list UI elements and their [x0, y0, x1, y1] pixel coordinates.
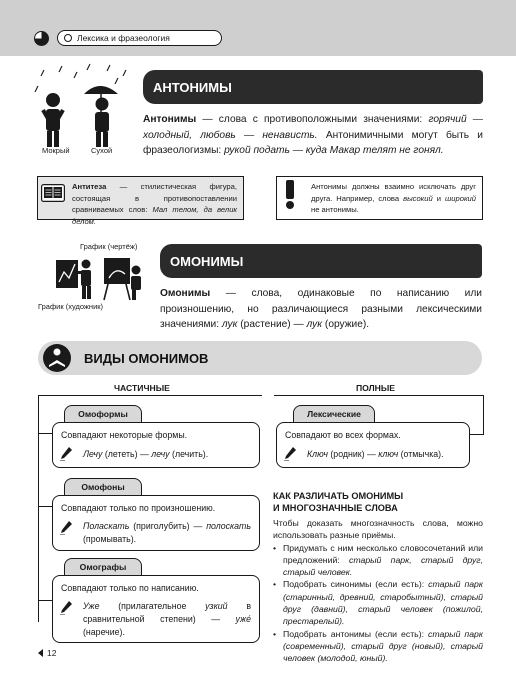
- section-title: ОМОНИМЫ: [170, 253, 244, 269]
- divider: [38, 433, 52, 434]
- example: полоскать: [206, 521, 251, 531]
- figure-label-dry: Сухой: [91, 146, 113, 155]
- section-title: ВИДЫ ОМОНИМОВ: [84, 350, 209, 366]
- example: широкий: [444, 193, 476, 203]
- card-omoformy: [52, 422, 260, 468]
- figure-label-wet: Мокрый: [42, 146, 70, 155]
- text: (наречие).: [83, 627, 125, 637]
- example: горячий — холодный, любовь — ненависть.: [143, 114, 483, 141]
- text: (оружие).: [322, 319, 370, 330]
- tag-label: Омографы: [79, 562, 127, 572]
- note-antithesis: [37, 176, 244, 226]
- example: Лечу: [83, 449, 103, 459]
- tag-omofony: [64, 478, 142, 496]
- circle-icon: [64, 34, 72, 42]
- header-band: [0, 0, 516, 56]
- example: уже́: [235, 614, 251, 624]
- breadcrumb-text: Лексика и фразеология: [77, 33, 170, 43]
- tag-label: Омофоны: [81, 482, 125, 492]
- howto-title-line: И МНОГОЗНАЧНЫЕ СЛОВА: [273, 503, 398, 513]
- text: и: [432, 193, 445, 203]
- example: Уже: [83, 601, 100, 611]
- pen-icon: [60, 601, 72, 615]
- example: Поласкать: [83, 521, 130, 531]
- divider: [38, 600, 52, 601]
- page-number: [38, 648, 56, 658]
- antonyms-definition: [143, 112, 483, 159]
- example: старый парк (старинный, древний, старобытный), старый друг (давний), старый человек (пожилой, престарелый).: [283, 579, 483, 627]
- howto-intro: Чтобы доказать многозначность слова, можно использовать разные приёмы.: [273, 518, 483, 541]
- triangle-left-icon: [38, 649, 43, 657]
- howto-list: [273, 542, 483, 665]
- breadcrumb[interactable]: [57, 30, 222, 46]
- howto-title: [273, 490, 403, 514]
- divider: [483, 395, 484, 435]
- note-antonym-rule: [276, 176, 483, 220]
- tag-omografy: [64, 558, 142, 576]
- card-omografy: [52, 575, 260, 643]
- page-number-text: 12: [47, 648, 57, 658]
- text: — стилистическая фигура, состоящая в противопоставлении сравниваемых слов:: [72, 182, 237, 214]
- text: — слова, одинаковые по написанию или произношению, но различающиеся разными лексическими значениями:: [160, 288, 482, 330]
- howto-body: [273, 517, 483, 665]
- figure-label-artist: График (художник): [38, 302, 104, 311]
- card-description: Совпадают только по произношению.: [61, 503, 216, 513]
- card-example: [285, 448, 461, 461]
- figure-label-chart: График (чертёж): [80, 242, 138, 251]
- term: Антонимы: [143, 114, 197, 125]
- homonyms-definition: [160, 286, 482, 333]
- list-item: [273, 628, 483, 665]
- exclamation-icon: [283, 180, 297, 210]
- text: (отмычка).: [398, 449, 444, 459]
- text: (родник) —: [327, 449, 379, 459]
- card-description: Совпадают некоторые формы.: [61, 430, 188, 440]
- text: (прилагательное: [99, 601, 206, 611]
- pen-icon: [60, 447, 72, 461]
- text: Подобрать антонимы (если есть):: [283, 628, 429, 639]
- card-example: [61, 448, 251, 461]
- text: Придумать с ним несколько словосочетаний или предложений:: [283, 542, 483, 565]
- section-banner-types: [38, 341, 482, 375]
- example: Мал телом, да велик делом.: [72, 205, 237, 226]
- pen-icon: [60, 521, 72, 535]
- progress-pie-icon: [34, 31, 49, 46]
- card-description: Совпадают во всех формах.: [285, 430, 401, 440]
- example: рукой подать — куда Макар телят не гонял.: [224, 145, 444, 156]
- text: Подобрать синонимы (если есть):: [283, 579, 429, 590]
- text: — слова с противоположными значениями:: [196, 114, 429, 125]
- example: старый парк, старый друг, старый человек.: [283, 554, 484, 578]
- divider: [470, 434, 484, 435]
- divider: [274, 395, 484, 396]
- homonyms-illustration: [56, 254, 142, 302]
- example: Ключ: [307, 449, 328, 459]
- book-icon: [41, 184, 65, 202]
- term: Омонимы: [160, 288, 211, 299]
- divider: [38, 506, 52, 507]
- example: высокий: [403, 193, 433, 203]
- list-item: [273, 542, 483, 579]
- example: старый парк (современный), старый друг (новый), старый человек (молодой, юный).: [283, 628, 483, 664]
- howto-title-line: КАК РАЗЛИЧАТЬ ОМОНИМЫ: [273, 491, 404, 501]
- example: лук: [306, 319, 323, 330]
- text: (растение) —: [237, 319, 307, 330]
- reader-icon: [42, 343, 72, 373]
- card-omofony: [52, 495, 260, 551]
- example: узкий: [205, 601, 228, 611]
- example: ключ: [378, 449, 399, 459]
- example: лечу: [151, 449, 170, 459]
- card-example: [61, 600, 251, 639]
- example: лук: [221, 319, 238, 330]
- tag-leksicheskie: [293, 405, 375, 423]
- card-leksicheskie: [276, 422, 470, 468]
- list-item: [273, 578, 483, 627]
- section-title: АНТОНИМЫ: [153, 79, 232, 95]
- section-banner-antonyms: [143, 70, 483, 104]
- text: (лететь) —: [102, 449, 152, 459]
- text: Антонимичными могут быть и фразеологизмы:: [143, 129, 483, 156]
- section-banner-homonyms: [160, 244, 482, 278]
- tag-label: Омоформы: [78, 409, 128, 419]
- text: не антонимы.: [311, 205, 359, 214]
- column-partial-label: ЧАСТИЧНЫЕ: [114, 383, 170, 393]
- text: в сравнительной степени) —: [83, 601, 251, 624]
- card-description: Совпадают только по написанию.: [61, 583, 199, 593]
- column-full-label: ПОЛНЫЕ: [356, 383, 396, 393]
- text: (лечить).: [169, 449, 209, 459]
- tag-omoformy: [64, 405, 142, 423]
- pen-icon: [284, 447, 296, 461]
- text: (промывать).: [83, 534, 137, 544]
- term: Антитеза: [72, 182, 107, 191]
- divider: [38, 395, 262, 396]
- card-example: [61, 520, 251, 546]
- antonyms-illustration: [32, 62, 132, 154]
- text: (приголубить) —: [129, 521, 207, 531]
- tag-label: Лексические: [307, 409, 361, 419]
- divider: [38, 395, 39, 622]
- text: Антонимы должны взаимно исключать друг друга. Например, слова: [311, 182, 476, 203]
